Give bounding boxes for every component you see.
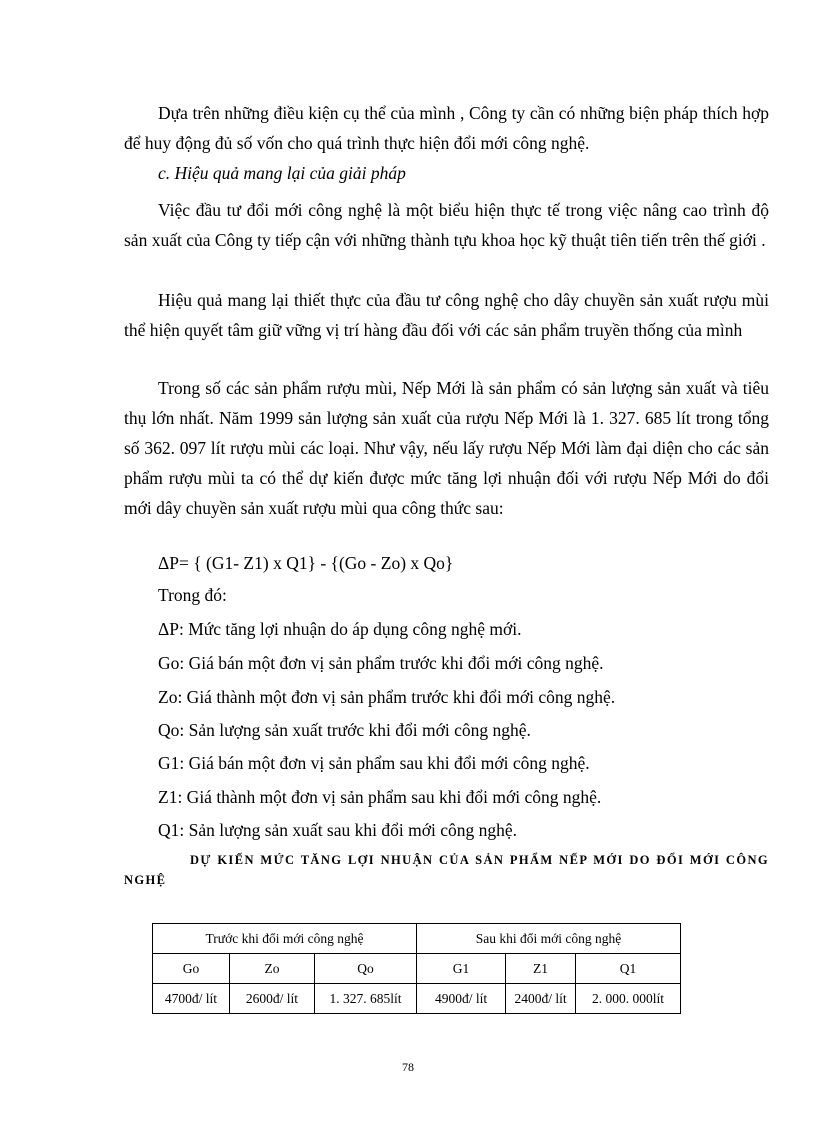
paragraph-capital-raising: Dựa trên những điều kiện cụ thể của mình , Công ty cần có những biện pháp thích hợp để huy động đủ số vốn cho quá trình thực hiện đổi mới công nghệ.	[124, 103, 769, 153]
definition-go: Go: Giá bán một đơn vị sản phẩm trước khi đổi mới công nghệ.	[158, 653, 604, 673]
table-caption: DỰ KIẾN MỨC TĂNG LỢI NHUẬN CỦA SẢN PHẨM NẾP MỚI DO ĐỔI MỚI CÔNG NGHỆ	[124, 853, 769, 887]
page-number: 78	[402, 1060, 414, 1074]
section-heading-c: c. Hiệu quả mang lại của giải pháp	[158, 163, 406, 183]
definition-g1: G1: Giá bán một đơn vị sản phẩm sau khi đổi mới công nghệ.	[158, 753, 590, 773]
header-q1: Q1	[576, 954, 681, 984]
value-zo: 2600đ/ lít	[230, 984, 315, 1014]
header-qo: Qo	[315, 954, 417, 984]
value-z1: 2400đ/ lít	[506, 984, 576, 1014]
table-group-header-row	[153, 924, 681, 954]
table-header-row	[153, 954, 681, 984]
profit-table	[152, 923, 681, 1014]
definition-z1: Z1: Giá thành một đơn vị sản phẩm sau khi đổi mới công nghệ.	[158, 787, 602, 807]
definition-qo: Qo: Sản lượng sản xuất trước khi đổi mới công nghệ.	[158, 720, 531, 740]
value-q1: 2. 000. 000lít	[576, 984, 681, 1014]
paragraph-nep-moi-output: Trong số các sản phẩm rượu mùi, Nếp Mới là sản phẩm có sản lượng sản xuất và tiêu thụ lớn nhất. Năm 1999 sản lượng sản xuất của rượu Nếp Mới là 1. 327. 685 lít trong tổng số 362. 097 lít rượu mùi các loại. Như vậy, nếu lấy rượu Nếp Mới làm đại diện cho các sản phẩm rượu mùi ta có thể dự kiến được mức tăng lợi nhuận đối với rượu Nếp Mới do đổi mới dây chuyền sản xuất rượu mùi qua công thức sau:	[124, 378, 769, 518]
value-qo: 1. 327. 685lít	[315, 984, 417, 1014]
header-g1: G1	[417, 954, 506, 984]
where-label: Trong đó:	[158, 585, 227, 605]
header-z1: Z1	[506, 954, 576, 984]
group-before-header: Trước khi đổi mới công nghệ	[153, 924, 417, 954]
group-after-header: Sau khi đổi mới công nghệ	[417, 924, 681, 954]
paragraph-technology-investment: Việc đầu tư đổi mới công nghệ là một biểu hiện thực tế trong việc nâng cao trình độ sản xuất của Công ty tiếp cận với những thành tựu khoa học kỹ thuật tiên tiến trên thế giới .	[124, 200, 769, 250]
paragraph-practical-effect: Hiệu quả mang lại thiết thực của đầu tư công nghệ cho dây chuyền sản xuất rượu mùi thể hiện quyết tâm giữ vững vị trí hàng đầu đối với các sản phẩm truyền thống của mình	[124, 290, 769, 340]
definition-delta-p: ΔP: Mức tăng lợi nhuận do áp dụng công nghệ mới.	[158, 619, 522, 639]
header-go: Go	[153, 954, 230, 984]
value-go: 4700đ/ lít	[153, 984, 230, 1014]
table-value-row	[153, 984, 681, 1014]
header-zo: Zo	[230, 954, 315, 984]
value-g1: 4900đ/ lít	[417, 984, 506, 1014]
profit-formula: ΔP= { (G1- Z1) x Q1} - {(Go - Zo) x Qo}	[158, 553, 454, 573]
definition-q1: Q1: Sản lượng sản xuất sau khi đổi mới công nghệ.	[158, 820, 517, 840]
definition-zo: Zo: Giá thành một đơn vị sản phẩm trước khi đổi mới công nghệ.	[158, 687, 616, 707]
